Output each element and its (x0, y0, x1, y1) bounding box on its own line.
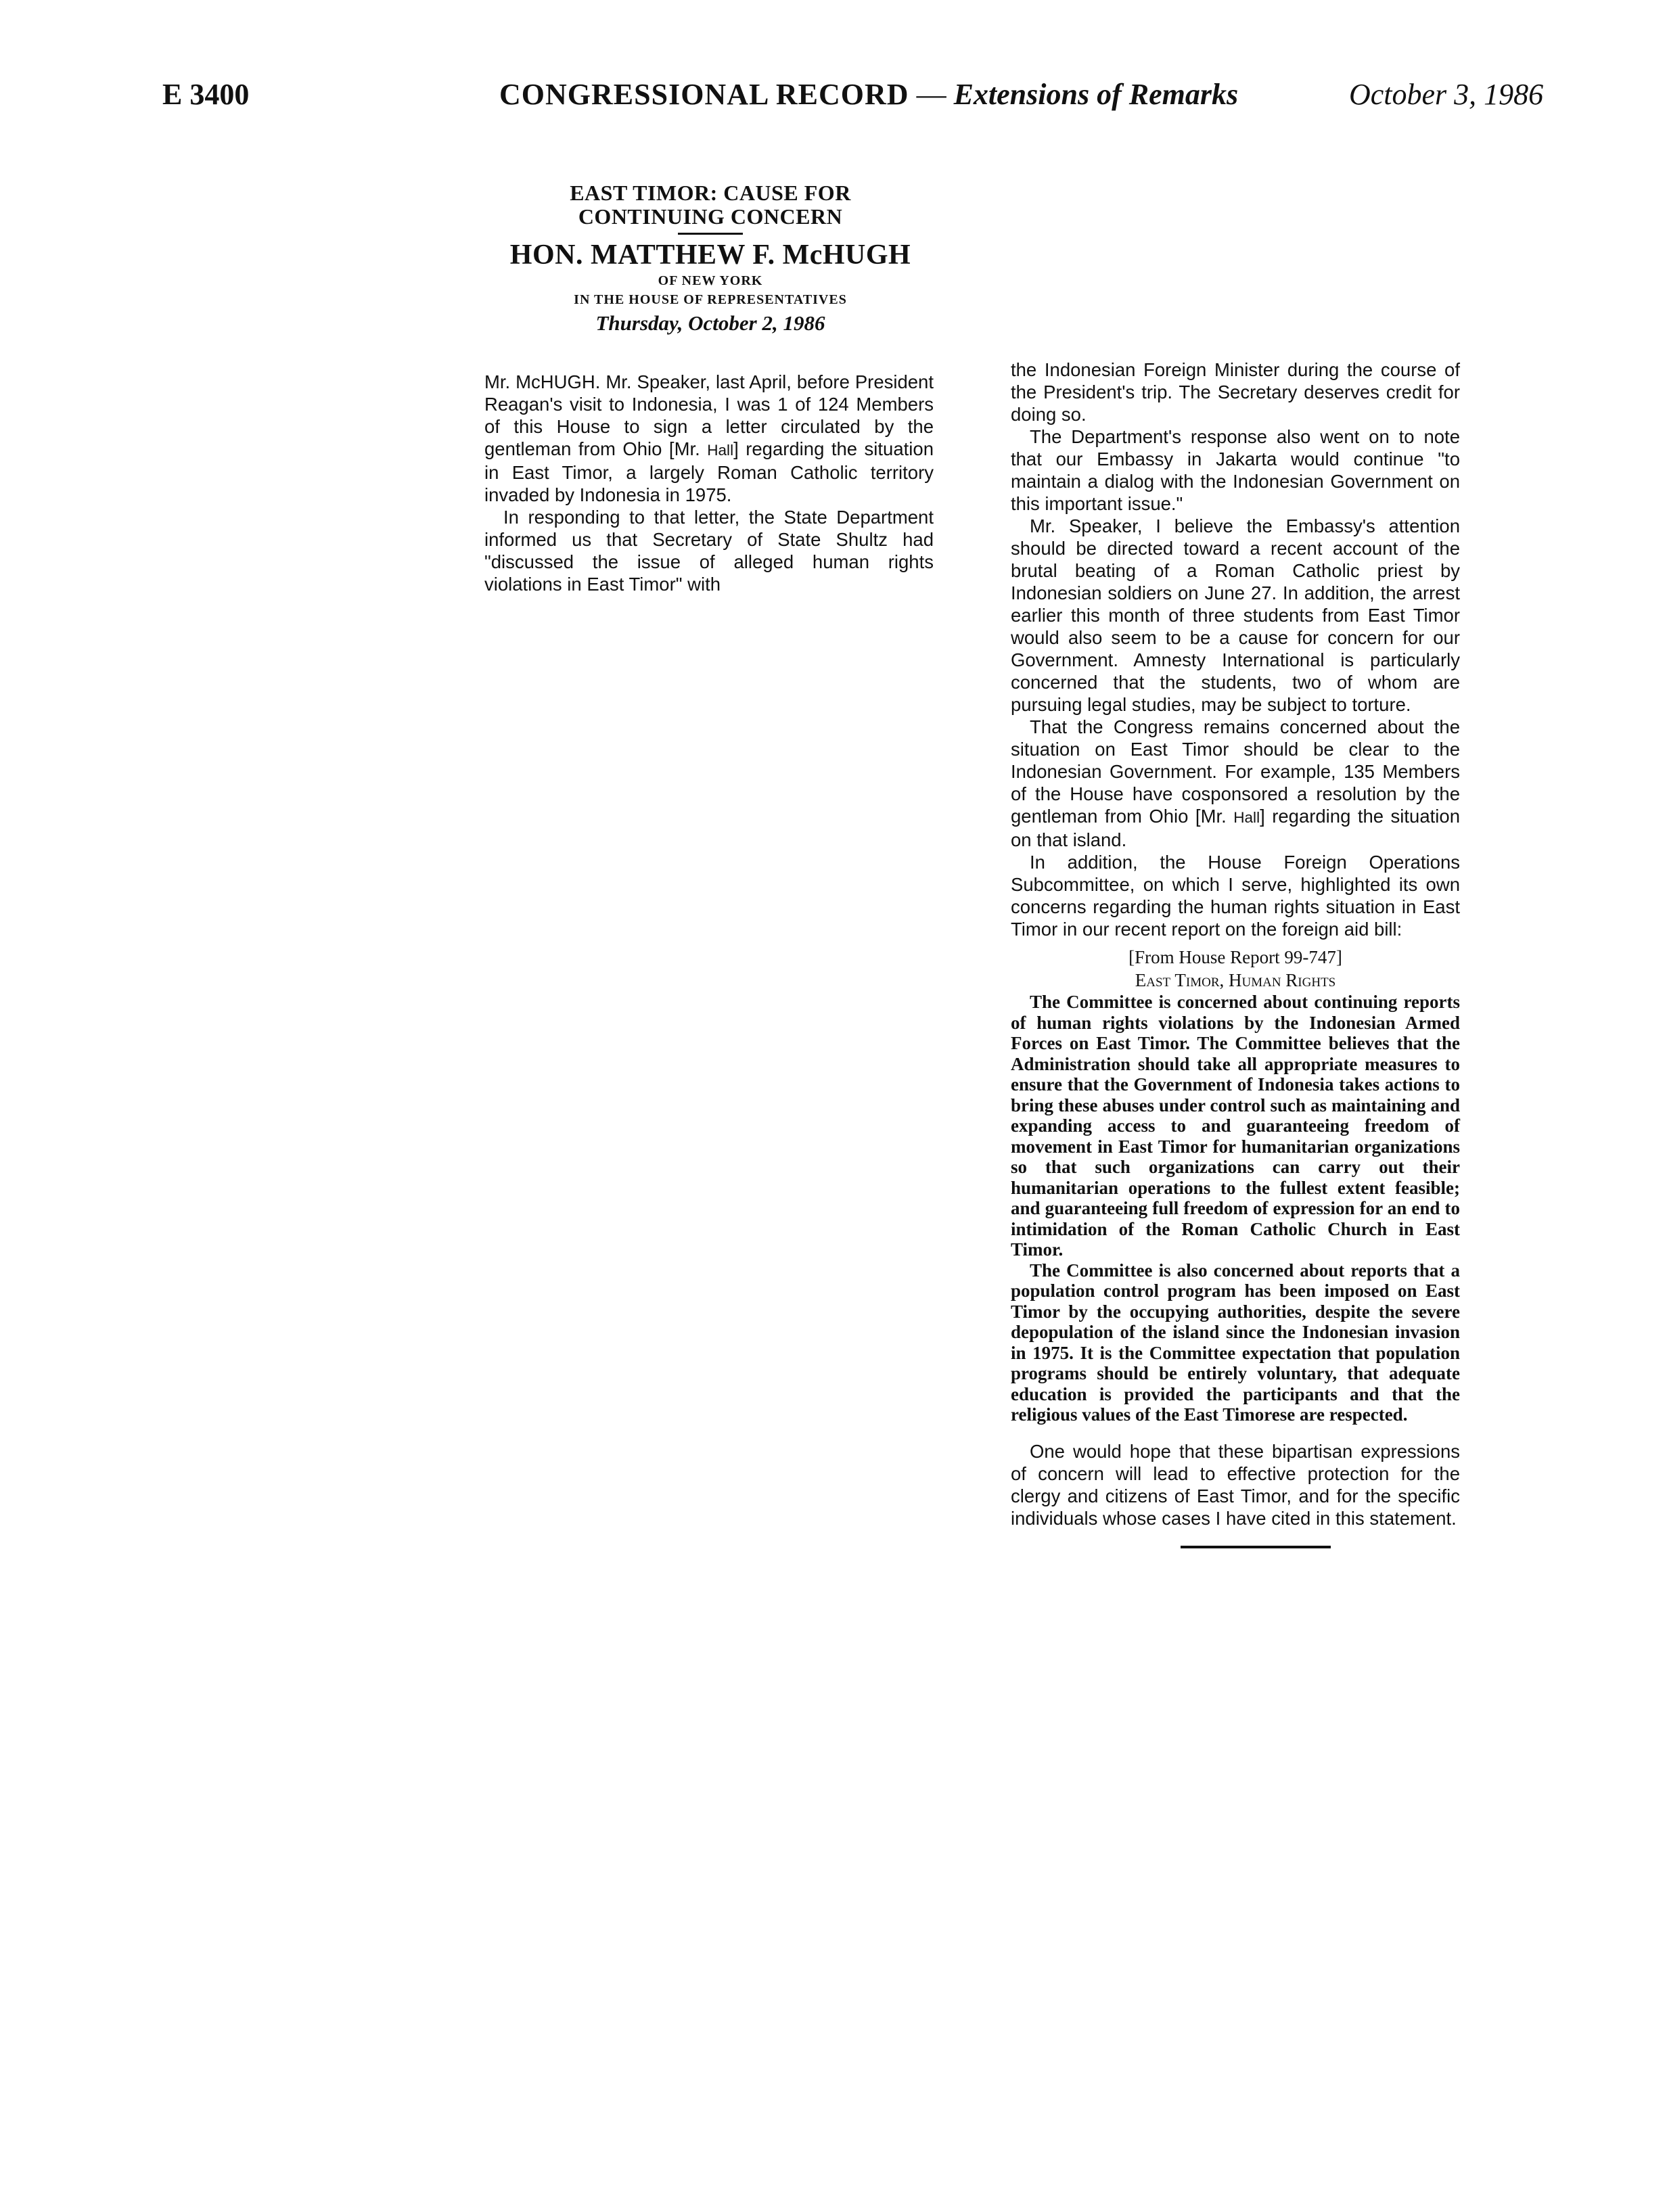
hall-name: Hall (1233, 809, 1260, 826)
speaker-name: HON. MATTHEW F. McHUGH (509, 239, 911, 271)
body-paragraph-1: Mr. McHUGH. Mr. Speaker, last April, before President Reagan's visit to Indonesia, I was 1 of 124 Members of this House to sign a letter circulated by the gentleman from Ohio [Mr. Hall] regarding the situation in East Timor, a largely Roman Catholic territory invaded by Indonesia in 1975. (484, 371, 934, 505)
quote-paragraph-1: The Committee is concerned about continuing reports of human rights violations by the Indonesian Armed Forces on East Timor. The Committee believes that the Administration should take all appropriate measures to ensure that the Government of Indonesia takes actions to bring these abuses under control such as maintaining and expanding access to and guaranteeing freedom of movement in East Timor for humanitarian organizations so that such organizations can carry out their humanitarian operations to the fullest extent feasible; and guaranteeing full freedom of expression for an end to intimidation of the Roman Catholic Church in East Timor. (1011, 992, 1460, 1260)
end-rule (1181, 1546, 1331, 1548)
journal-title: CONGRESSIONAL RECORD (499, 78, 909, 111)
body-paragraph-6: In addition, the House Foreign Operations Subcommittee, on which I serve, highlighted its own concerns regarding the human rights situation in East Timor in our recent report on the foreign aid bill: (1011, 852, 1460, 940)
quote-source: [From House Report 99-747] (1128, 947, 1342, 967)
speaker-state: OF NEW YORK (658, 273, 763, 288)
hall-name: Hall (707, 442, 734, 459)
body-paragraph-4: Mr. Speaker, I believe the Embassy's attention should be directed toward a recent account of the brutal beating of a Roman Catholic priest by Indonesian soldiers on June 27. In addition, the arrest earlier this month of three students from East Timor would also seem to be a cause for concern for our Government. Amnesty International is particularly concerned that the students, two of whom are pursuing legal studies, may be subject to torture. (1011, 515, 1460, 715)
quote-paragraph-2: The Committee is also concerned about reports that a population control program has been imposed on East Timor by the occupying authorities, despite the severe depopulation of the island since the Indonesian invasion in 1975. It is the Committee expectation that population programs should be entirely voluntary, that adequate education is provided the participants and that the religious values of the East Timorese are respected. (1011, 1260, 1460, 1425)
body-paragraph-2-continued: the Indonesian Foreign Minister during the course of the President's trip. The Secretary deserves credit for doing so. (1011, 359, 1460, 425)
left-column (484, 371, 934, 595)
body-paragraph-2: In responding to that letter, the State Department informed us that Secretary of State Shultz had "discussed the issue of alleged human rights violations in East Timor" with (484, 507, 934, 595)
section-title: Extensions of Remarks (953, 78, 1239, 111)
chamber: IN THE HOUSE OF REPRESENTATIVES (574, 292, 847, 307)
body-paragraph-5: That the Congress remains concerned about the situation on East Timor should be clear to the Indonesian Government. For example, 135 Members of the House have cosponsored a resolution by the gentleman from Ohio [Mr. Hall] regarding the situation on that island. (1011, 716, 1460, 850)
body-paragraph-3: The Department's response also went on to note that our Embassy in Jakarta would continue "to maintain a dialog with the Indonesian Government on this important issue." (1011, 426, 1460, 514)
closing-paragraph: One would hope that these bipartisan expressions of concern will lead to effective protection for the clergy and citizens of East Timor, and for the specific individuals whose cases I have cited in this statement. (1011, 1440, 1460, 1529)
article-title-line-1: EAST TIMOR: CAUSE FOR (570, 181, 851, 205)
header-dash: — (909, 78, 954, 111)
running-head (499, 80, 1243, 110)
title-rule (678, 233, 743, 235)
article-heading (474, 181, 947, 338)
quote-heading: East Timor, Human Rights (1135, 970, 1336, 990)
header-date: October 3, 1986 (1349, 78, 1544, 111)
right-column (1011, 359, 1460, 1548)
article-title-line-2: CONTINUING CONCERN (578, 204, 843, 229)
speech-date: Thursday, October 2, 1986 (595, 311, 825, 335)
page-number: E 3400 (162, 78, 250, 111)
